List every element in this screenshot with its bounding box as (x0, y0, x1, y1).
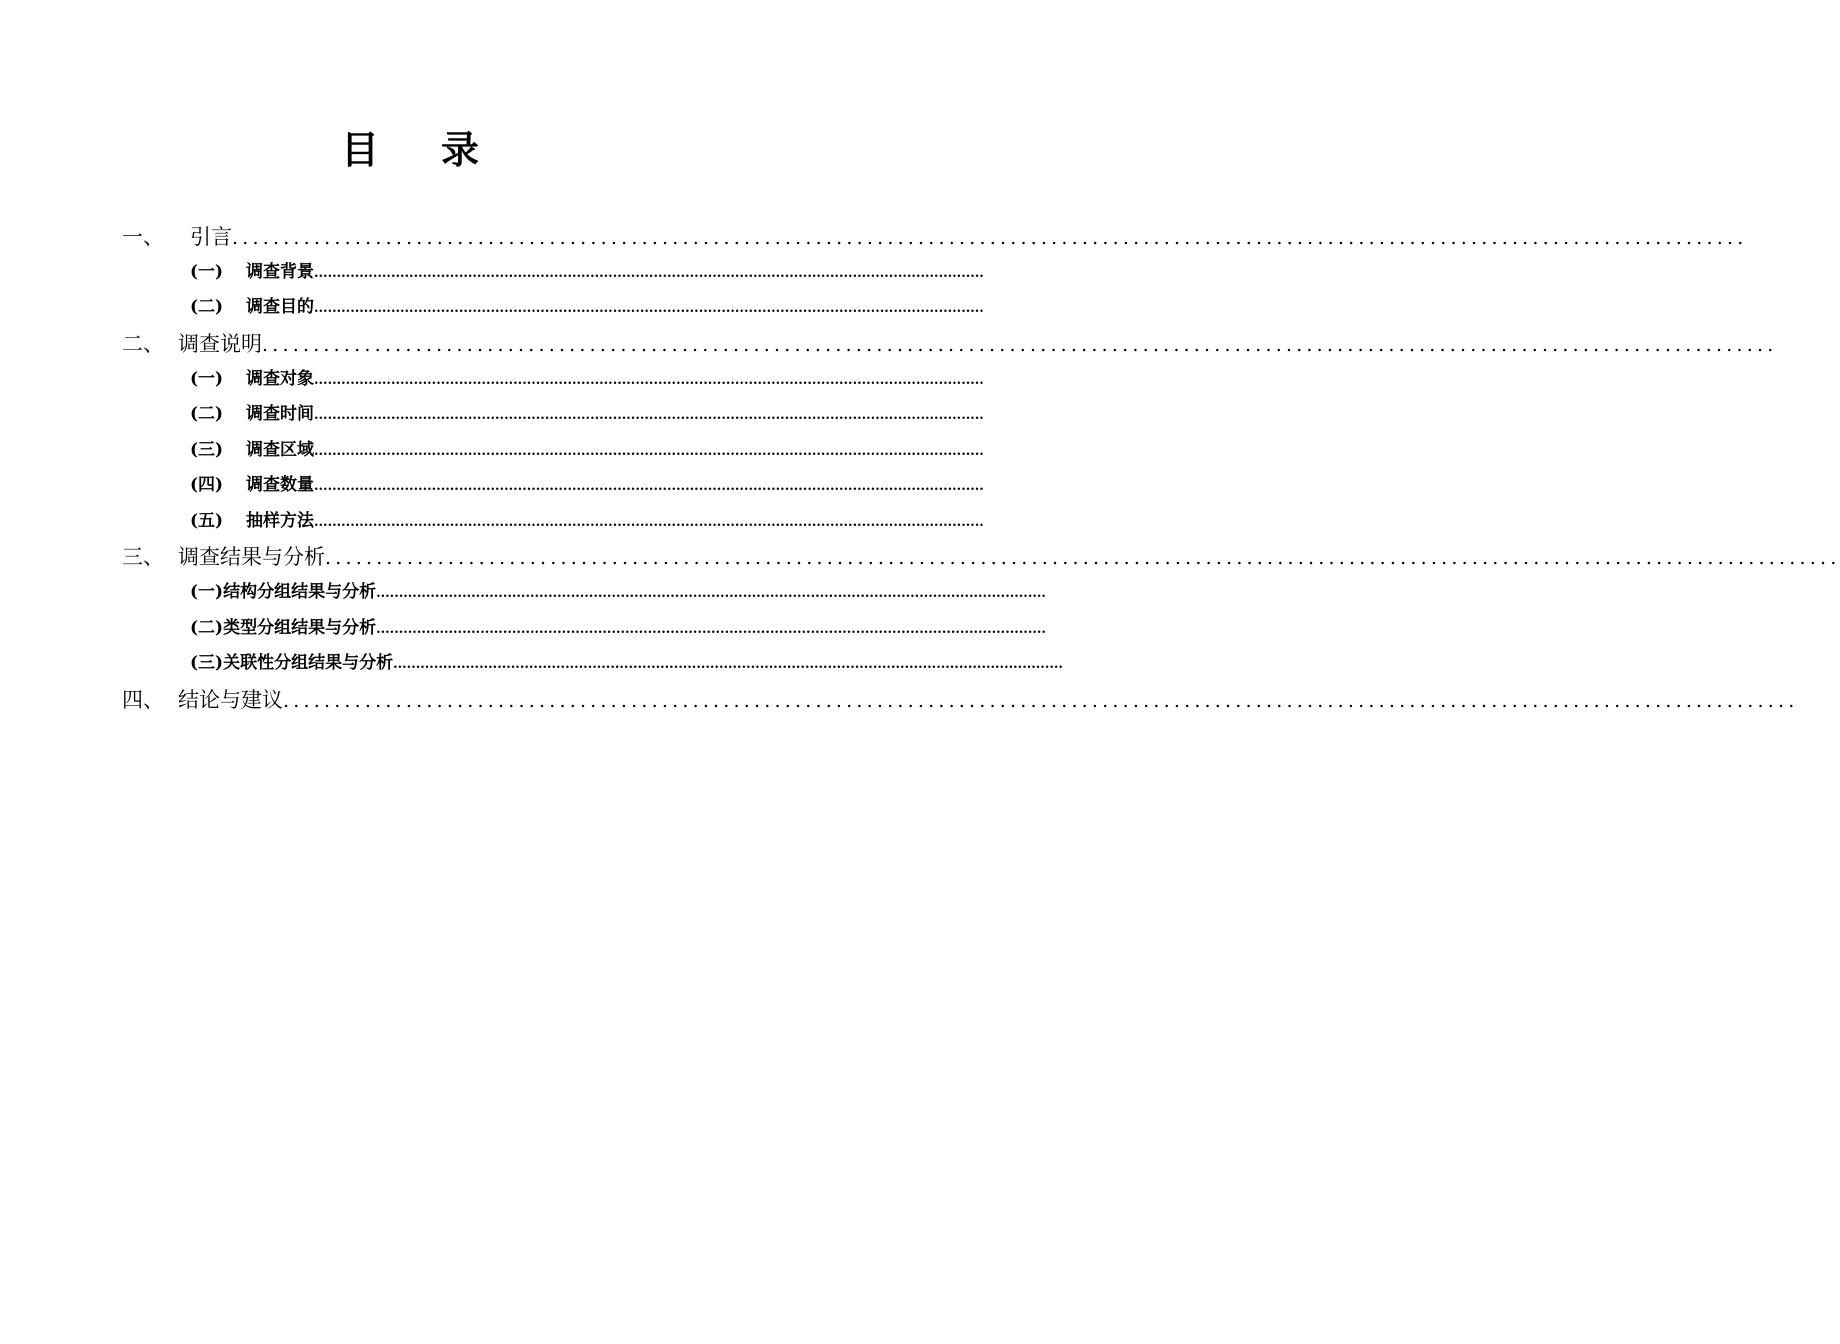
toc-item-number: (一) (190, 262, 224, 282)
toc-leader-dots: .................................................................................................................................................... (314, 479, 984, 494)
toc-item-3-1[interactable] (190, 579, 1046, 605)
toc-title-char-2: 录 (441, 127, 542, 172)
toc-item-label: 抽样方法 (246, 511, 314, 531)
toc-leader-dots: .................................................................................................................................................... (314, 266, 984, 281)
toc-item-label: 类型分组结果与分析 (223, 618, 377, 638)
toc-item-3-2[interactable] (190, 615, 1046, 641)
toc-item-1-2[interactable] (190, 294, 984, 320)
toc-item-label: 结构分组结果与分析 (223, 582, 377, 602)
toc-item-label: 调查目的 (246, 297, 314, 317)
toc-item-label: 调查背景 (246, 262, 314, 282)
toc-section-number: 二、 (122, 332, 164, 356)
toc-leader-dots: .................................................................................................................................................... (393, 657, 1063, 672)
toc-leader-dots: .................................................................................................................................................... (314, 515, 984, 530)
toc-section-1[interactable] (122, 222, 1748, 252)
toc-item-number: (二) (190, 404, 224, 424)
toc-leader-dots: .................................................................................................................................................... (262, 334, 1778, 356)
toc-leader-dots: .................................................................................................................................................... (232, 227, 1748, 249)
toc-item-number: (一) (190, 582, 224, 602)
toc-title-char-1: 目 (340, 127, 441, 172)
toc-item-number: (三) (190, 440, 224, 460)
toc-section-4[interactable] (122, 685, 1799, 715)
toc-title (0, 122, 820, 178)
toc-item-label: 调查区域 (246, 440, 314, 460)
toc-item-2-2[interactable] (190, 401, 984, 427)
toc-item-2-5[interactable] (190, 508, 984, 534)
toc-leader-dots: .................................................................................................................................................... (376, 586, 1046, 601)
toc-section-number: 三、 (122, 545, 164, 569)
toc-item-number: (四) (190, 475, 224, 495)
toc-section-number: 四、 (122, 688, 164, 712)
toc-item-number: (二) (190, 618, 224, 638)
toc-leader-dots: .................................................................................................................................................... (314, 408, 984, 423)
toc-section-label: 调查说明 (178, 332, 262, 356)
toc-leader-dots: .................................................................................................................................................... (325, 547, 1840, 569)
toc-section-label: 引言 (190, 225, 232, 249)
toc-section-label: 结论与建议 (178, 688, 283, 712)
toc-item-number: (三) (190, 653, 224, 673)
toc-section-label: 调查结果与分析 (178, 545, 325, 569)
toc-leader-dots: .................................................................................................................................................... (314, 301, 984, 316)
toc-item-2-3[interactable] (190, 437, 984, 463)
toc-leader-dots: .................................................................................................................................................... (314, 373, 984, 388)
toc-item-3-3[interactable] (190, 650, 1063, 676)
toc-item-number: (二) (190, 297, 224, 317)
toc-item-label: 调查数量 (246, 475, 314, 495)
toc-item-label: 调查时间 (246, 404, 314, 424)
toc-leader-dots: .................................................................................................................................................... (314, 444, 984, 459)
toc-section-3[interactable] (122, 542, 1840, 572)
toc-item-label: 关联性分组结果与分析 (223, 653, 394, 673)
toc-leader-dots: .................................................................................................................................................... (283, 690, 1799, 712)
toc-item-number: (一) (190, 369, 224, 389)
toc-section-number: 一、 (122, 225, 164, 249)
toc-item-2-1[interactable] (190, 366, 984, 392)
toc-item-2-4[interactable] (190, 472, 984, 498)
toc-leader-dots: .................................................................................................................................................... (376, 622, 1046, 637)
toc-section-2[interactable] (122, 329, 1778, 359)
toc-item-label: 调查对象 (246, 369, 314, 389)
toc-item-number: (五) (190, 511, 224, 531)
toc-item-1-1[interactable] (190, 259, 984, 285)
